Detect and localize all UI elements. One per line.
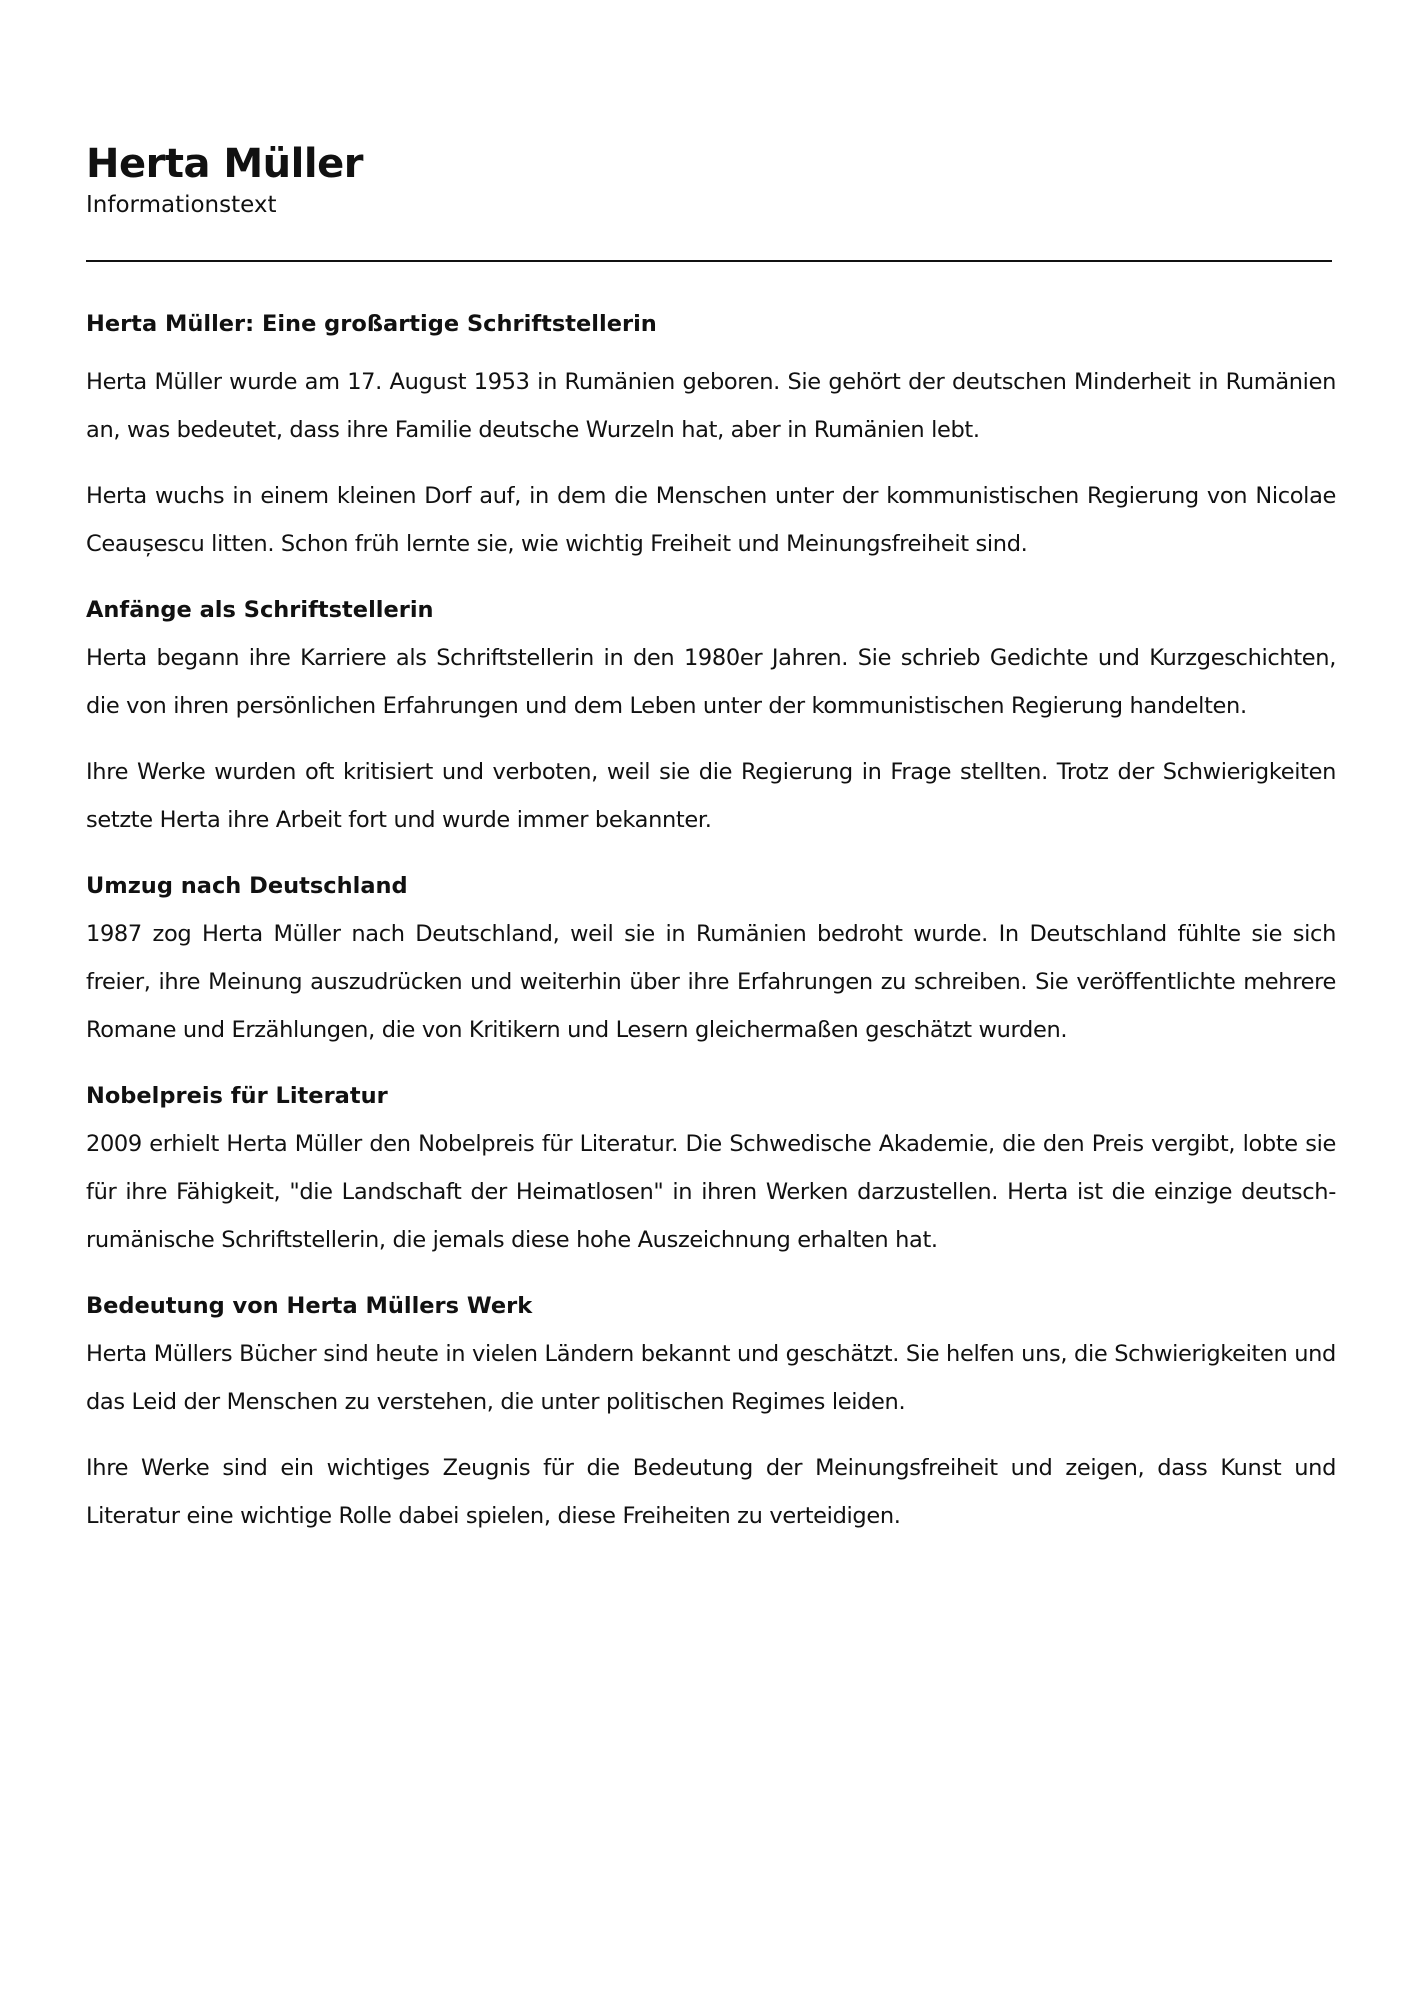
section-intro (86, 300, 1336, 568)
section-nobel-prize (86, 1072, 1336, 1264)
title-divider (86, 260, 1332, 262)
document-title: Herta Müller (86, 141, 363, 187)
section-beginnings (86, 586, 1336, 844)
paragraph: Herta begann ihre Karriere als Schriftstellerin in den 1980er Jahren. Sie schrieb Gedichte und Kurzgeschichten, die von ihren persönlichen Erfahrungen und dem Leben unter der kommunistischen Regierung handelten. (86, 645, 1336, 719)
section-move-to-germany (86, 862, 1336, 1054)
paragraph: 2009 erhielt Herta Müller den Nobelpreis für Literatur. Die Schwedische Akademie, die den Preis vergibt, lobte sie für ihre Fähigkeit, "die Landschaft der Heimatlosen" in ihren Werken darzustellen. Herta ist die einzige deutsch-rumänische Schriftstellerin, die jemals diese hohe Auszeichnung erhalten hat. (86, 1131, 1336, 1253)
paragraph: Herta wuchs in einem kleinen Dorf auf, in dem die Menschen unter der kommunistischen Regierung von Nicolae Ceaușescu litten. Schon früh lernte sie, wie wichtig Freiheit und Meinungsfreiheit sind. (86, 483, 1336, 557)
section-significance (86, 1282, 1336, 1540)
section-heading: Umzug nach Deutschland (86, 873, 408, 899)
paragraph: Ihre Werke sind ein wichtiges Zeugnis für die Bedeutung der Meinungsfreiheit und zeigen, dass Kunst und Literatur eine wichtige Rolle dabei spielen, diese Freiheiten zu verteidigen. (86, 1455, 1336, 1529)
section-heading: Herta Müller: Eine großartige Schriftstellerin (86, 311, 657, 337)
paragraph: Herta Müller wurde am 17. August 1953 in Rumänien geboren. Sie gehört der deutschen Minderheit in Rumänien an, was bedeutet, dass ihre Familie deutsche Wurzeln hat, aber in Rumänien lebt. (86, 369, 1336, 443)
paragraph: Herta Müllers Bücher sind heute in vielen Ländern bekannt und geschätzt. Sie helfen uns, die Schwierigkeiten und das Leid der Menschen zu verstehen, die unter politischen Regimes leiden. (86, 1341, 1336, 1415)
document-subtitle: Informationstext (86, 192, 277, 218)
section-heading: Nobelpreis für Literatur (86, 1083, 388, 1109)
document-page (86, 140, 1336, 1540)
section-heading: Anfänge als Schriftstellerin (86, 597, 434, 623)
paragraph: 1987 zog Herta Müller nach Deutschland, weil sie in Rumänien bedroht wurde. In Deutschland fühlte sie sich freier, ihre Meinung auszudrücken und weiterhin über ihre Erfahrungen zu schreiben. Sie veröffentlichte mehrere Romane und Erzählungen, die von Kritikern und Lesern gleichermaßen geschätzt wurden. (86, 921, 1336, 1043)
paragraph: Ihre Werke wurden oft kritisiert und verboten, weil sie die Regierung in Frage stellten. Trotz der Schwierigkeiten setzte Herta ihre Arbeit fort und wurde immer bekannter. (86, 759, 1336, 833)
section-heading: Bedeutung von Herta Müllers Werk (86, 1293, 533, 1319)
